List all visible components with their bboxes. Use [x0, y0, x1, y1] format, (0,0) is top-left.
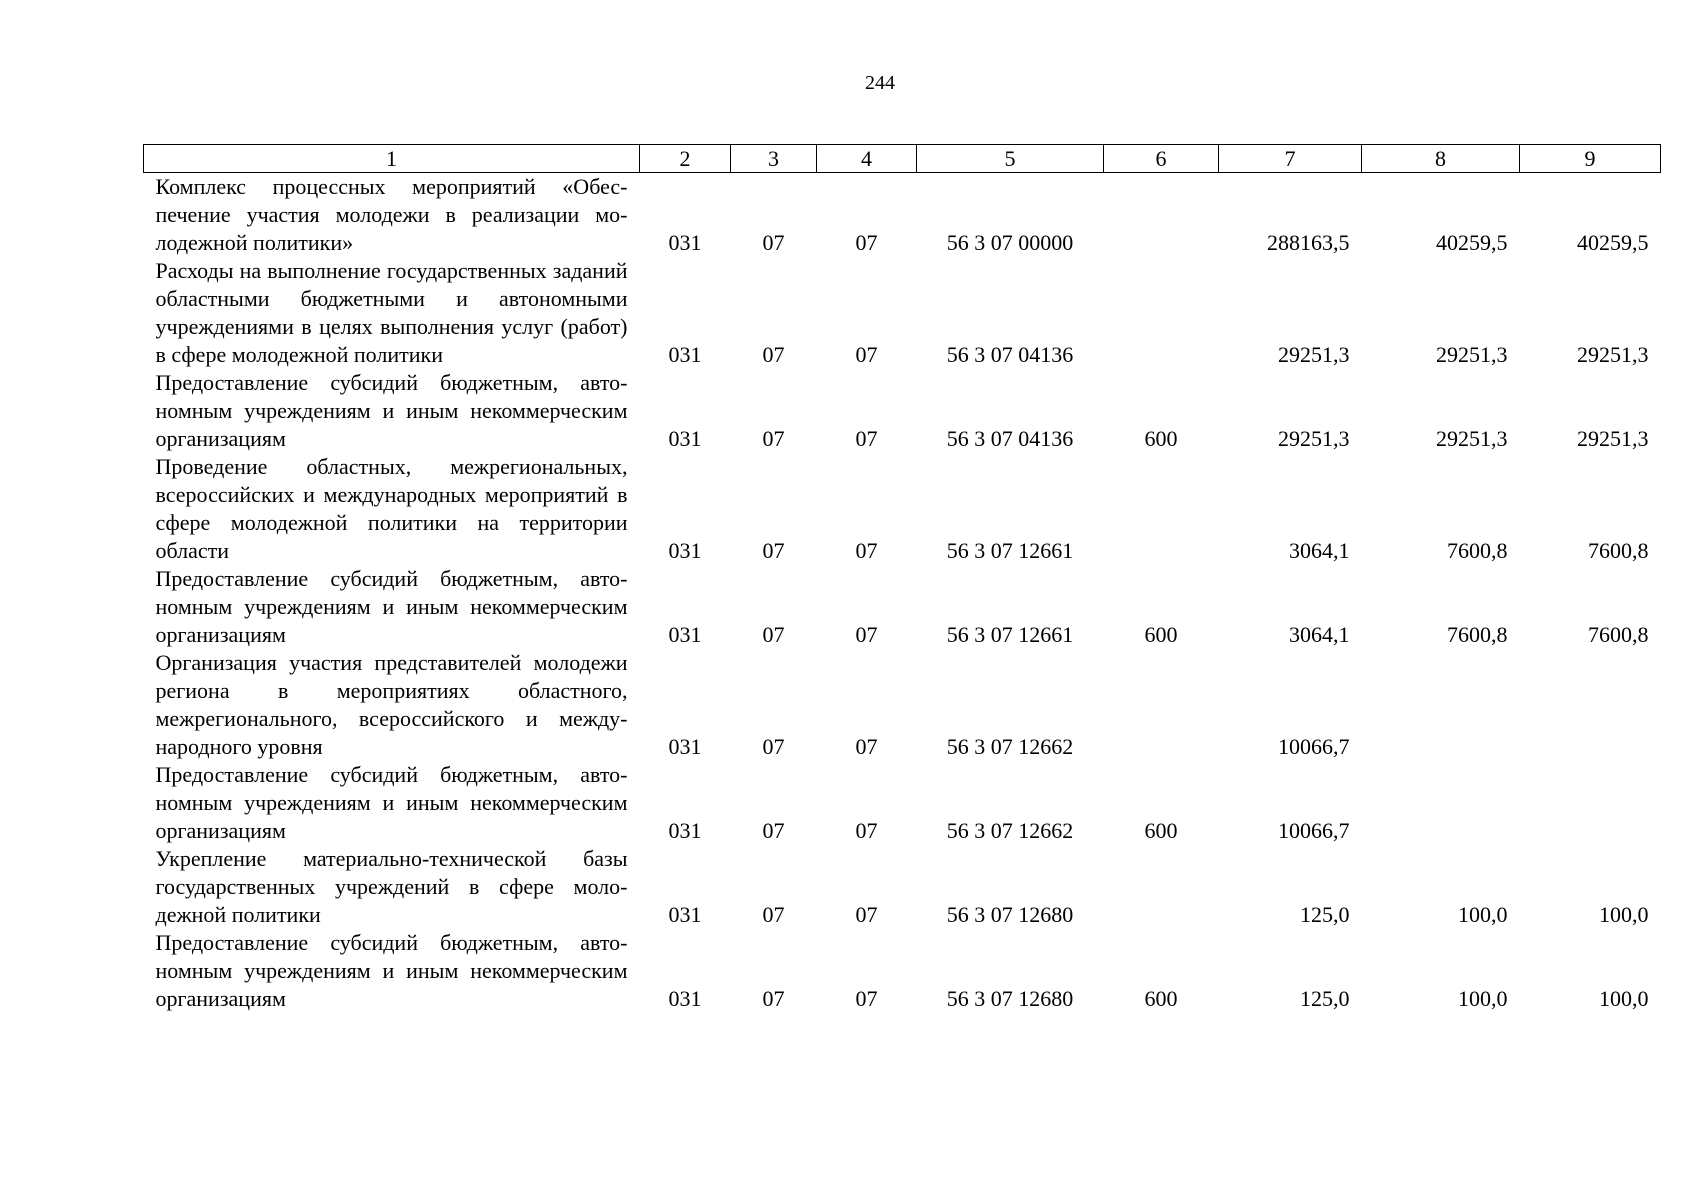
ministry-code: 031 [668, 538, 702, 563]
table-row [144, 369, 1661, 453]
ministry-code: 031 [668, 818, 702, 843]
target-code: 56 3 07 12662 [946, 734, 1074, 759]
expense-name: Комплекс процессных мероприятий «Обеспечение участия молодежи в реализации молодежной политики» [155, 174, 628, 255]
expense-type-code [1104, 845, 1219, 929]
ministry-code: 031 [668, 902, 702, 927]
ministry-code: 031 [668, 622, 702, 647]
amount-col-7: 125,0 [1300, 986, 1350, 1011]
amount-col-7: 10066,7 [1278, 734, 1350, 759]
table-row [144, 257, 1661, 369]
expense-name: Предоставление субсидий бюджетным, автономным учреждениям и иным некоммерческим организациям [155, 370, 628, 451]
column-header-6: 6 [1104, 145, 1219, 173]
expense-type-code: 600 [1144, 986, 1178, 1011]
expense-name: Предоставление субсидий бюджетным, автономным учреждениям и иным некоммерческим организациям [155, 930, 628, 1011]
amount-col-8: 40259,5 [1436, 230, 1508, 255]
ministry-code: 031 [668, 734, 702, 759]
expense-type-code: 600 [1144, 426, 1178, 451]
target-code: 56 3 07 12680 [946, 986, 1074, 1011]
amount-col-9 [1520, 649, 1661, 761]
ministry-code: 031 [668, 230, 702, 255]
subsection-code: 07 [855, 342, 878, 367]
subsection-code: 07 [855, 230, 878, 255]
section-code: 07 [762, 818, 785, 843]
subsection-code: 07 [855, 426, 878, 451]
table-row [144, 929, 1661, 1013]
section-code: 07 [762, 538, 785, 563]
expense-name: Предоставление субсидий бюджетным, автономным учреждениям и иным некоммерческим организациям [155, 762, 628, 843]
amount-col-8: 7600,8 [1447, 538, 1508, 563]
column-header-5: 5 [917, 145, 1104, 173]
target-code: 56 3 07 12661 [946, 622, 1074, 647]
table-body [144, 173, 1661, 1014]
expense-name: Организация участия представителей молодежи региона в мероприятиях областного, межрегионального, всероссийского и международного уровня [155, 650, 628, 759]
amount-col-7: 29251,3 [1278, 426, 1350, 451]
amount-col-7: 288163,5 [1267, 230, 1350, 255]
amount-col-9: 40259,5 [1577, 230, 1649, 255]
amount-col-8: 7600,8 [1447, 622, 1508, 647]
subsection-code: 07 [855, 818, 878, 843]
target-code: 56 3 07 04136 [946, 426, 1074, 451]
column-header-3: 3 [731, 145, 817, 173]
section-code: 07 [762, 734, 785, 759]
column-header-4: 4 [817, 145, 917, 173]
amount-col-9: 29251,3 [1577, 342, 1649, 367]
expense-type-code [1104, 257, 1219, 369]
subsection-code: 07 [855, 734, 878, 759]
target-code: 56 3 07 12662 [946, 818, 1074, 843]
amount-col-7: 29251,3 [1278, 342, 1350, 367]
amount-col-8: 100,0 [1458, 902, 1508, 927]
table-row [144, 173, 1661, 258]
target-code: 56 3 07 12661 [946, 538, 1074, 563]
subsection-code: 07 [855, 622, 878, 647]
table-row [144, 845, 1661, 929]
ministry-code: 031 [668, 426, 702, 451]
amount-col-9: 7600,8 [1588, 622, 1649, 647]
table-row [144, 761, 1661, 845]
amount-col-9: 100,0 [1599, 986, 1649, 1011]
ministry-code: 031 [668, 342, 702, 367]
section-code: 07 [762, 986, 785, 1011]
expense-type-code [1104, 649, 1219, 761]
expense-type-code [1104, 453, 1219, 565]
amount-col-8: 100,0 [1458, 986, 1508, 1011]
amount-col-7: 3064,1 [1289, 538, 1350, 563]
expense-type-code: 600 [1144, 818, 1178, 843]
subsection-code: 07 [855, 986, 878, 1011]
section-code: 07 [762, 342, 785, 367]
amount-col-9: 7600,8 [1588, 538, 1649, 563]
amount-col-7: 10066,7 [1278, 818, 1350, 843]
section-code: 07 [762, 426, 785, 451]
expense-name: Проведение областных, межрегиональных, всероссийских и международных мероприятий в сфере молодежной политики на территории области [155, 454, 628, 563]
table-header [144, 145, 1661, 173]
subsection-code: 07 [855, 538, 878, 563]
subsection-code: 07 [855, 902, 878, 927]
column-header-9: 9 [1520, 145, 1661, 173]
expense-name: Предоставление субсидий бюджетным, автономным учреждениям и иным некоммерческим организациям [155, 566, 628, 647]
header-row [144, 145, 1661, 173]
target-code: 56 3 07 04136 [946, 342, 1074, 367]
ministry-code: 031 [668, 986, 702, 1011]
expense-name: Расходы на выполнение государственных заданий областными бюджетными и автономными учреждениями в целях выполнения услуг (работ) в сфере молодежной политики [155, 258, 628, 367]
amount-col-8 [1362, 649, 1520, 761]
section-code: 07 [762, 622, 785, 647]
page-number: 244 [865, 72, 895, 94]
budget-table [143, 144, 1661, 1013]
amount-col-7: 125,0 [1300, 902, 1350, 927]
column-header-8: 8 [1362, 145, 1520, 173]
table-row [144, 649, 1661, 761]
expense-type-code [1104, 173, 1219, 258]
amount-col-8: 29251,3 [1436, 342, 1508, 367]
table-row [144, 453, 1661, 565]
target-code: 56 3 07 12680 [946, 902, 1074, 927]
table-row [144, 565, 1661, 649]
section-code: 07 [762, 230, 785, 255]
amount-col-8 [1362, 761, 1520, 845]
column-header-1: 1 [144, 145, 640, 173]
expense-name: Укрепление материально-технической базы государственных учреждений в сфере молодежной политики [155, 846, 628, 927]
target-code: 56 3 07 00000 [946, 230, 1074, 255]
section-code: 07 [762, 902, 785, 927]
amount-col-8: 29251,3 [1436, 426, 1508, 451]
amount-col-9: 29251,3 [1577, 426, 1649, 451]
column-header-2: 2 [640, 145, 731, 173]
column-header-7: 7 [1219, 145, 1362, 173]
amount-col-9 [1520, 761, 1661, 845]
expense-type-code: 600 [1144, 622, 1178, 647]
amount-col-9: 100,0 [1599, 902, 1649, 927]
amount-col-7: 3064,1 [1289, 622, 1350, 647]
